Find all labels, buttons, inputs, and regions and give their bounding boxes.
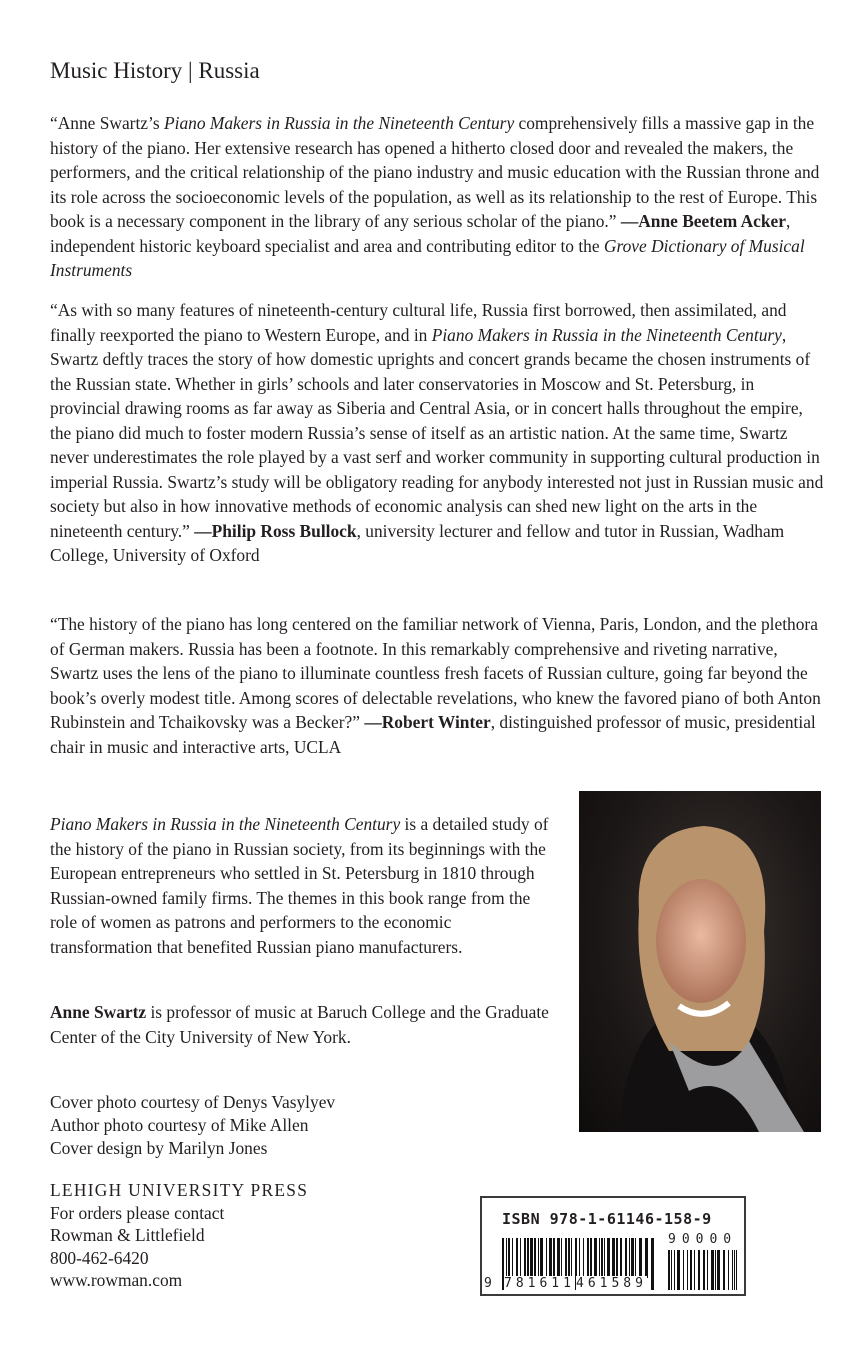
barcode-bar [715, 1250, 716, 1290]
title-text: Piano Makers in Russia in the Nineteenth Century [431, 324, 782, 345]
barcode-bar [645, 1238, 648, 1278]
barcode-bar [728, 1250, 729, 1290]
barcode-bar [671, 1250, 672, 1290]
attribution-name: Anne Swartz [50, 1002, 147, 1022]
barcode-digits-right: 461589 [576, 1276, 647, 1291]
barcode-bar [508, 1238, 510, 1278]
text-run: comprehensively fills a massive gap in the history of the piano. Her extensive research has opened a hitherto closed door and revealed the makers, the performers, and the critical relationship of the piano industry and music education with the Russian throne and its role across the socioeconomic levels of the population, as well as its relationship to the rest of Europe. This book is a necessary component in the library of any serious scholar of the piano.” [50, 113, 820, 231]
review-blurb-1 [50, 111, 828, 283]
barcode-bar [553, 1238, 555, 1278]
barcode-bar [565, 1238, 567, 1278]
barcode-bar [546, 1238, 547, 1278]
barcode-bar [639, 1238, 642, 1278]
text-run: , independent historic keyboard specialist and area and contributing editor to the [50, 211, 791, 256]
barcode-bar [687, 1250, 688, 1290]
text-run: , Swartz deftly traces the story of how domestic uprights and concert grands became the chosen instruments of the Russian state. Whether in girls’ schools and later conservatories in Moscow and St. Petersburg, in provincial drawing rooms as far away as Siberia and Central Asia, or in concert halls throughout the empire, the piano did much to foster modern Russia’s sense of itself as an artistic nation. At the same time, Swartz never underestimates the role played by a vast serf and worker community in supporting cultural production in imperial Russia. Swartz’s study will be obligatory reading for anybody interested not just in Russian music and society but also in how innovative methods of economic analysis can shed new light on the arts in the nineteenth century.” [50, 324, 824, 541]
isbn-text: ISBN 978-1-61146-158-9 [502, 1210, 712, 1228]
barcode-bar [631, 1238, 634, 1278]
barcode-bar [534, 1238, 536, 1278]
barcode-bar [674, 1250, 675, 1290]
credits [50, 1091, 335, 1159]
barcode-bar [516, 1238, 518, 1278]
barcode-bar [601, 1238, 603, 1278]
barcode-bar [734, 1250, 735, 1290]
barcode-digits-left: 781611 [504, 1276, 575, 1291]
barcode-bar [571, 1238, 572, 1278]
barcode-bar [723, 1250, 725, 1290]
barcode-bar [527, 1238, 529, 1278]
attribution-name: —Philip Ross Bullock [194, 520, 357, 541]
publisher-name: LEHIGH UNIVERSITY PRESS [50, 1180, 309, 1200]
barcode-bar [561, 1238, 562, 1278]
barcode-bar [690, 1250, 692, 1290]
text-run: “As with so many features of nineteenth-century cultural life, Russia first borrowed, then assimilated, and finally reexported the piano to Western Europe, and in [50, 300, 787, 345]
barcode-bar [717, 1250, 720, 1290]
barcode-bar [616, 1238, 618, 1278]
barcode-bar [668, 1250, 670, 1290]
barcode-bar [524, 1238, 526, 1278]
barcode-bar [604, 1238, 605, 1278]
text-run: , university lecturer and fellow and tutor in Russian, Wadham College, University of Oxford [50, 520, 785, 565]
barcode-digit-first: 9 [484, 1276, 492, 1291]
author-bio [50, 1000, 550, 1049]
price-code: 90000 [668, 1232, 738, 1247]
barcode-bar [694, 1250, 695, 1290]
credit-cover-photo: Cover photo courtesy of Denys Vasylyev [50, 1092, 336, 1112]
barcode-bar [607, 1238, 610, 1278]
barcode-bar [557, 1238, 560, 1278]
text-run: , distinguished professor of music, presidential chair in music and interactive arts, UCLA [50, 712, 816, 757]
barcode-bar [520, 1238, 521, 1278]
barcode-bar [599, 1238, 600, 1278]
category-heading: Music History | Russia [50, 58, 260, 83]
credit-author-photo: Author photo courtesy of Mike Allen [50, 1114, 309, 1135]
barcode-bar [732, 1250, 733, 1290]
barcode-bar [711, 1250, 714, 1290]
publisher-info [50, 1179, 308, 1292]
book-description [50, 812, 550, 959]
author-photo [579, 791, 821, 1132]
barcode-bar [651, 1238, 654, 1290]
isbn-barcode [480, 1196, 746, 1296]
review-blurb-3 [50, 612, 828, 759]
barcode-bar [538, 1238, 539, 1278]
text-run: “Anne Swartz’s [50, 113, 164, 133]
barcode-bar [540, 1238, 543, 1278]
title-text: Piano Makers in Russia in the Nineteenth Century [163, 113, 515, 133]
barcode-bar [736, 1250, 737, 1290]
review-blurb-2 [50, 298, 828, 568]
barcode-bar [594, 1238, 597, 1278]
barcode-bar [549, 1238, 552, 1278]
barcode-bar [703, 1250, 705, 1290]
barcode-bar [683, 1250, 684, 1290]
title-text: Grove Dictionary of Musical Instruments [50, 235, 805, 280]
barcode-bar [530, 1238, 533, 1278]
text-run: is a detailed study of the history of the piano in Russian society, from its beginnings with the European entrepreneurs who settled in St. Petersburg in 1810 through Russian-owned family firms. The themes in this book range from the role of women as patrons and performers to the economic transformation that benefited Russian piano manufacturers. [50, 814, 549, 957]
attribution-name: —Anne Beetem Acker [620, 211, 786, 231]
barcode-bar [698, 1250, 700, 1290]
barcode-bar [568, 1238, 570, 1278]
text-run: “The history of the piano has long centered on the familiar network of Vienna, Paris, London, and the plethora of German makers. Russia has been a footnote. In this remarkably comprehensive and riveting narrative, Swartz uses the lens of the piano to illuminate countless fresh facets of Russian culture, going far beyond the book’s overly modest title. Among scores of delectable revelations, who knew the favored piano of both Anton Rubinstein and Tchaikovsky was a Becker?” [50, 614, 821, 732]
attribution-name: —Robert Winter [364, 712, 491, 732]
barcode-bar [590, 1238, 592, 1278]
text-run: is professor of music at Baruch College and the Graduate Center of the City University of New York. [50, 1002, 549, 1047]
orders-line: For orders please contact [50, 1202, 225, 1223]
barcode-bar [625, 1238, 627, 1278]
phone-number: 800-462-6420 [50, 1247, 149, 1268]
barcode-bar [506, 1238, 507, 1278]
distributor-name: Rowman & Littlefield [50, 1225, 205, 1245]
barcode-bar [612, 1238, 615, 1278]
barcode-bar [512, 1238, 513, 1278]
barcode-bar [629, 1238, 630, 1278]
title-text: Piano Makers in Russia in the Nineteenth Century [50, 814, 401, 834]
barcode-bar [677, 1250, 680, 1290]
barcode-bar [635, 1238, 636, 1278]
barcode-bar [707, 1250, 708, 1290]
credit-cover-design: Cover design by Marilyn Jones [50, 1137, 268, 1158]
barcode-bar [620, 1238, 622, 1278]
barcode-bar [587, 1238, 589, 1278]
website-link: www.rowman.com [50, 1270, 183, 1290]
barcode-bar [583, 1238, 584, 1278]
